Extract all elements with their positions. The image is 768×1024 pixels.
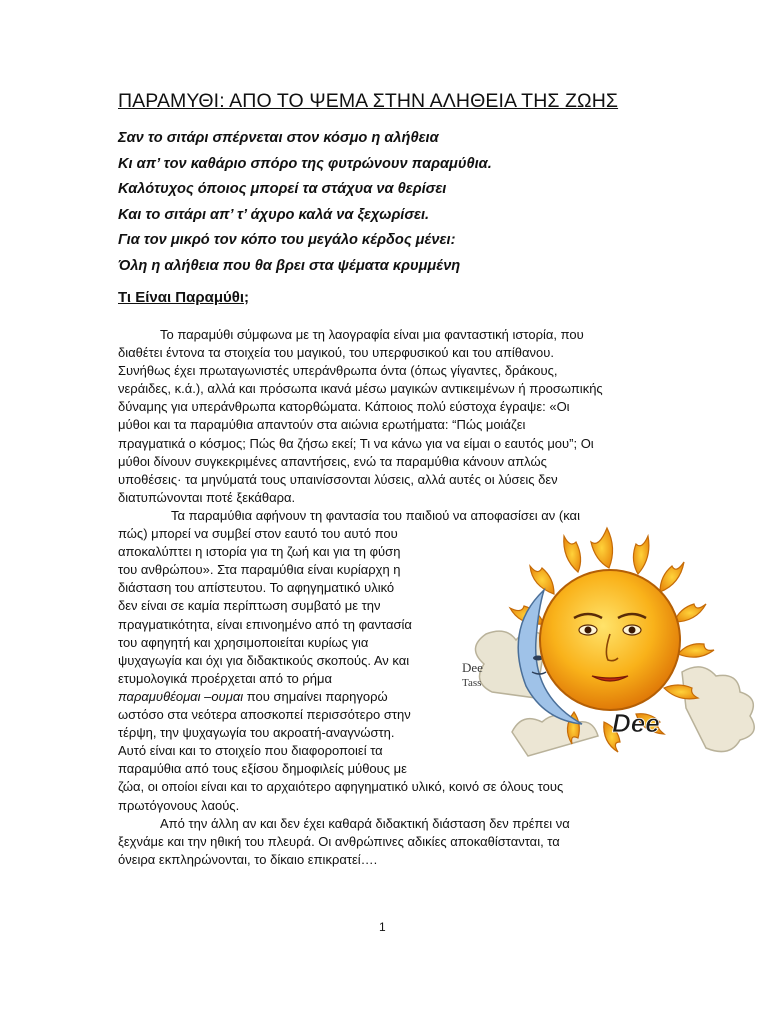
paragraph-3 (118, 815, 658, 869)
text-line: Αυτό είναι και το στοιχείο που διαφοροποιεί τα (118, 743, 383, 759)
text-line: παραμύθια από τους εξίσου δημοφιλείς μύθους με (118, 761, 407, 777)
text-line: πραγματικά ο κόσμος; Πώς θα ζήσω εκεί; Τι να κάνω για να είμαι ο εαυτός μου”; Οι (118, 435, 594, 451)
text-line: δύναμης για υπεράνθρωπα κατορθώματα. Κάποιος πολύ εύστοχα έγραψε: «Οι (118, 399, 570, 415)
poem (118, 130, 492, 283)
text-line: ζώα, οι οποίοι είναι και το αρχαιότερο αφηγηματικό υλικό, κοινό σε όλους τους (118, 779, 564, 795)
text-line: μύθοι δίνουν συγκεκριμένες απαντήσεις, ενώ τα παραμύθια κάνουν απλώς (118, 453, 547, 469)
text-line: του ανθρώπου». Στα παραμύθια είναι κυρίαρχη η (118, 562, 401, 578)
poem-line: Σαν το σιτάρι σπέρνεται στον κόσμο η αλήθεια (118, 130, 439, 146)
sun-moon-illustration (452, 522, 766, 768)
poem-line: Κι απ’ τον καθάριο σπόρο της φυτρώνουν παραμύθια. (118, 155, 492, 172)
text-line: πρωτόγονους λαούς. (118, 797, 240, 813)
text-line: διατυπώνονται ποτέ ξεκάθαρα. (118, 489, 296, 505)
paragraph-1 (118, 326, 658, 507)
page-title: ΠΑΡΑΜΥΘΙ: ΑΠΟ ΤΟ ΨΕΜΑ ΣΤΗΝ ΑΛΗΘΕΙΑ ΤΗΣ ΖΩΗΣ (118, 90, 619, 112)
etymology-term: παραμυθέομαι –ουμαι (118, 688, 244, 704)
page-number: 1 (379, 920, 386, 934)
text-line: νεράιδες, κ.ά.), αλλά και πρόσωπα ικανά μέσω μαγικών αντικειμένων ή προσωπικής (118, 381, 603, 397)
text-line: Συνήθως έχει πρωταγωνιστές υπεράνθρωπα όντα (όπως γίγαντες, δράκους, (118, 363, 558, 379)
text-line: δεν είναι σε καμία περίπτωση συμβατό με την (118, 598, 381, 614)
text-line: διαθέτει έντονα τα στοιχεία του μαγικού, του υπερφυσικού και του απίθανου. (118, 345, 554, 361)
artist-text-1: Dee (462, 660, 483, 675)
text-line: πώς) μπορεί να συμβεί στον εαυτό του αυτό που (118, 526, 398, 542)
artist-text-2: Tass (462, 677, 482, 689)
text-line: τέρψη, την ψυχαγωγία του ακροατή-αναγνώστη. (118, 725, 395, 741)
signature: Dee (612, 708, 660, 738)
text-line: υποθέσεις· τα μηνύματά τους υπαινίσσονται λύσεις, αλλά αυτές οι λύσεις δεν (118, 471, 558, 487)
text-line: του αφηγητή και χρησιμοποιείται κυρίως για (118, 634, 369, 650)
text-line: ετυμολογικά προέρχεται από το ρήμα (118, 670, 333, 686)
poem-line: Καλότυχος όποιος μπορεί τα στάχυα να θερίσει (118, 181, 447, 197)
sun-face (540, 570, 680, 710)
poem-line: Για τον μικρό τον κόπο του μεγάλο κέρδος μένει: (118, 232, 456, 248)
text-line: Το παραμύθι σύμφωνα με τη λαογραφία είναι μια φανταστική ιστορία, που (160, 327, 584, 342)
text-line: ξεχνάμε και την ηθική του πλευρά. Οι ανθρώπινες αδικίες αποκαθίστανται, τα (118, 834, 560, 850)
text-line: όνειρα εκπληρώνονται, το δίκαιο επικρατεί…. (118, 852, 378, 868)
text-line: ψυχαγωγία και όχι για διδακτικούς σκοπούς. Αν και (118, 652, 410, 668)
section-heading: Τι Είναι Παραμύθι; (118, 289, 250, 306)
etymology-rest: που σημαίνει παρηγορώ (243, 688, 388, 704)
text-line: πραγματικότητα, είναι επινοημένο από τη φαντασία (118, 616, 412, 632)
text-line: ωστόσο στα νεότερα αποσκοπεί περισσότερο στην (118, 707, 411, 723)
poem-line: Και το σιτάρι απ’ τ’ άχυρο καλά να ξεχωρίσει. (118, 206, 430, 223)
text-line: αποκαλύπτει η ιστορία για τη ζωή και για τη φύση (118, 544, 401, 560)
text-line: μύθοι και τα παραμύθια απαντούν στα αιώνια ερωτήματα: “Πώς μοιάζει (118, 417, 526, 433)
text-line: διάσταση του απίστευτου. Το αφηγηματικό υλικό (118, 580, 395, 596)
text-line: Από την άλλη αν και δεν έχει καθαρά διδακτική διάσταση δεν πρέπει να (160, 816, 570, 831)
text-line: Τα παραμύθια αφήνουν τη φαντασία του παιδιού να αποφασίσει αν (και (171, 508, 580, 523)
poem-line: Όλη η αλήθεια που θα βρει στα ψέματα κρυμμένη (118, 257, 461, 274)
